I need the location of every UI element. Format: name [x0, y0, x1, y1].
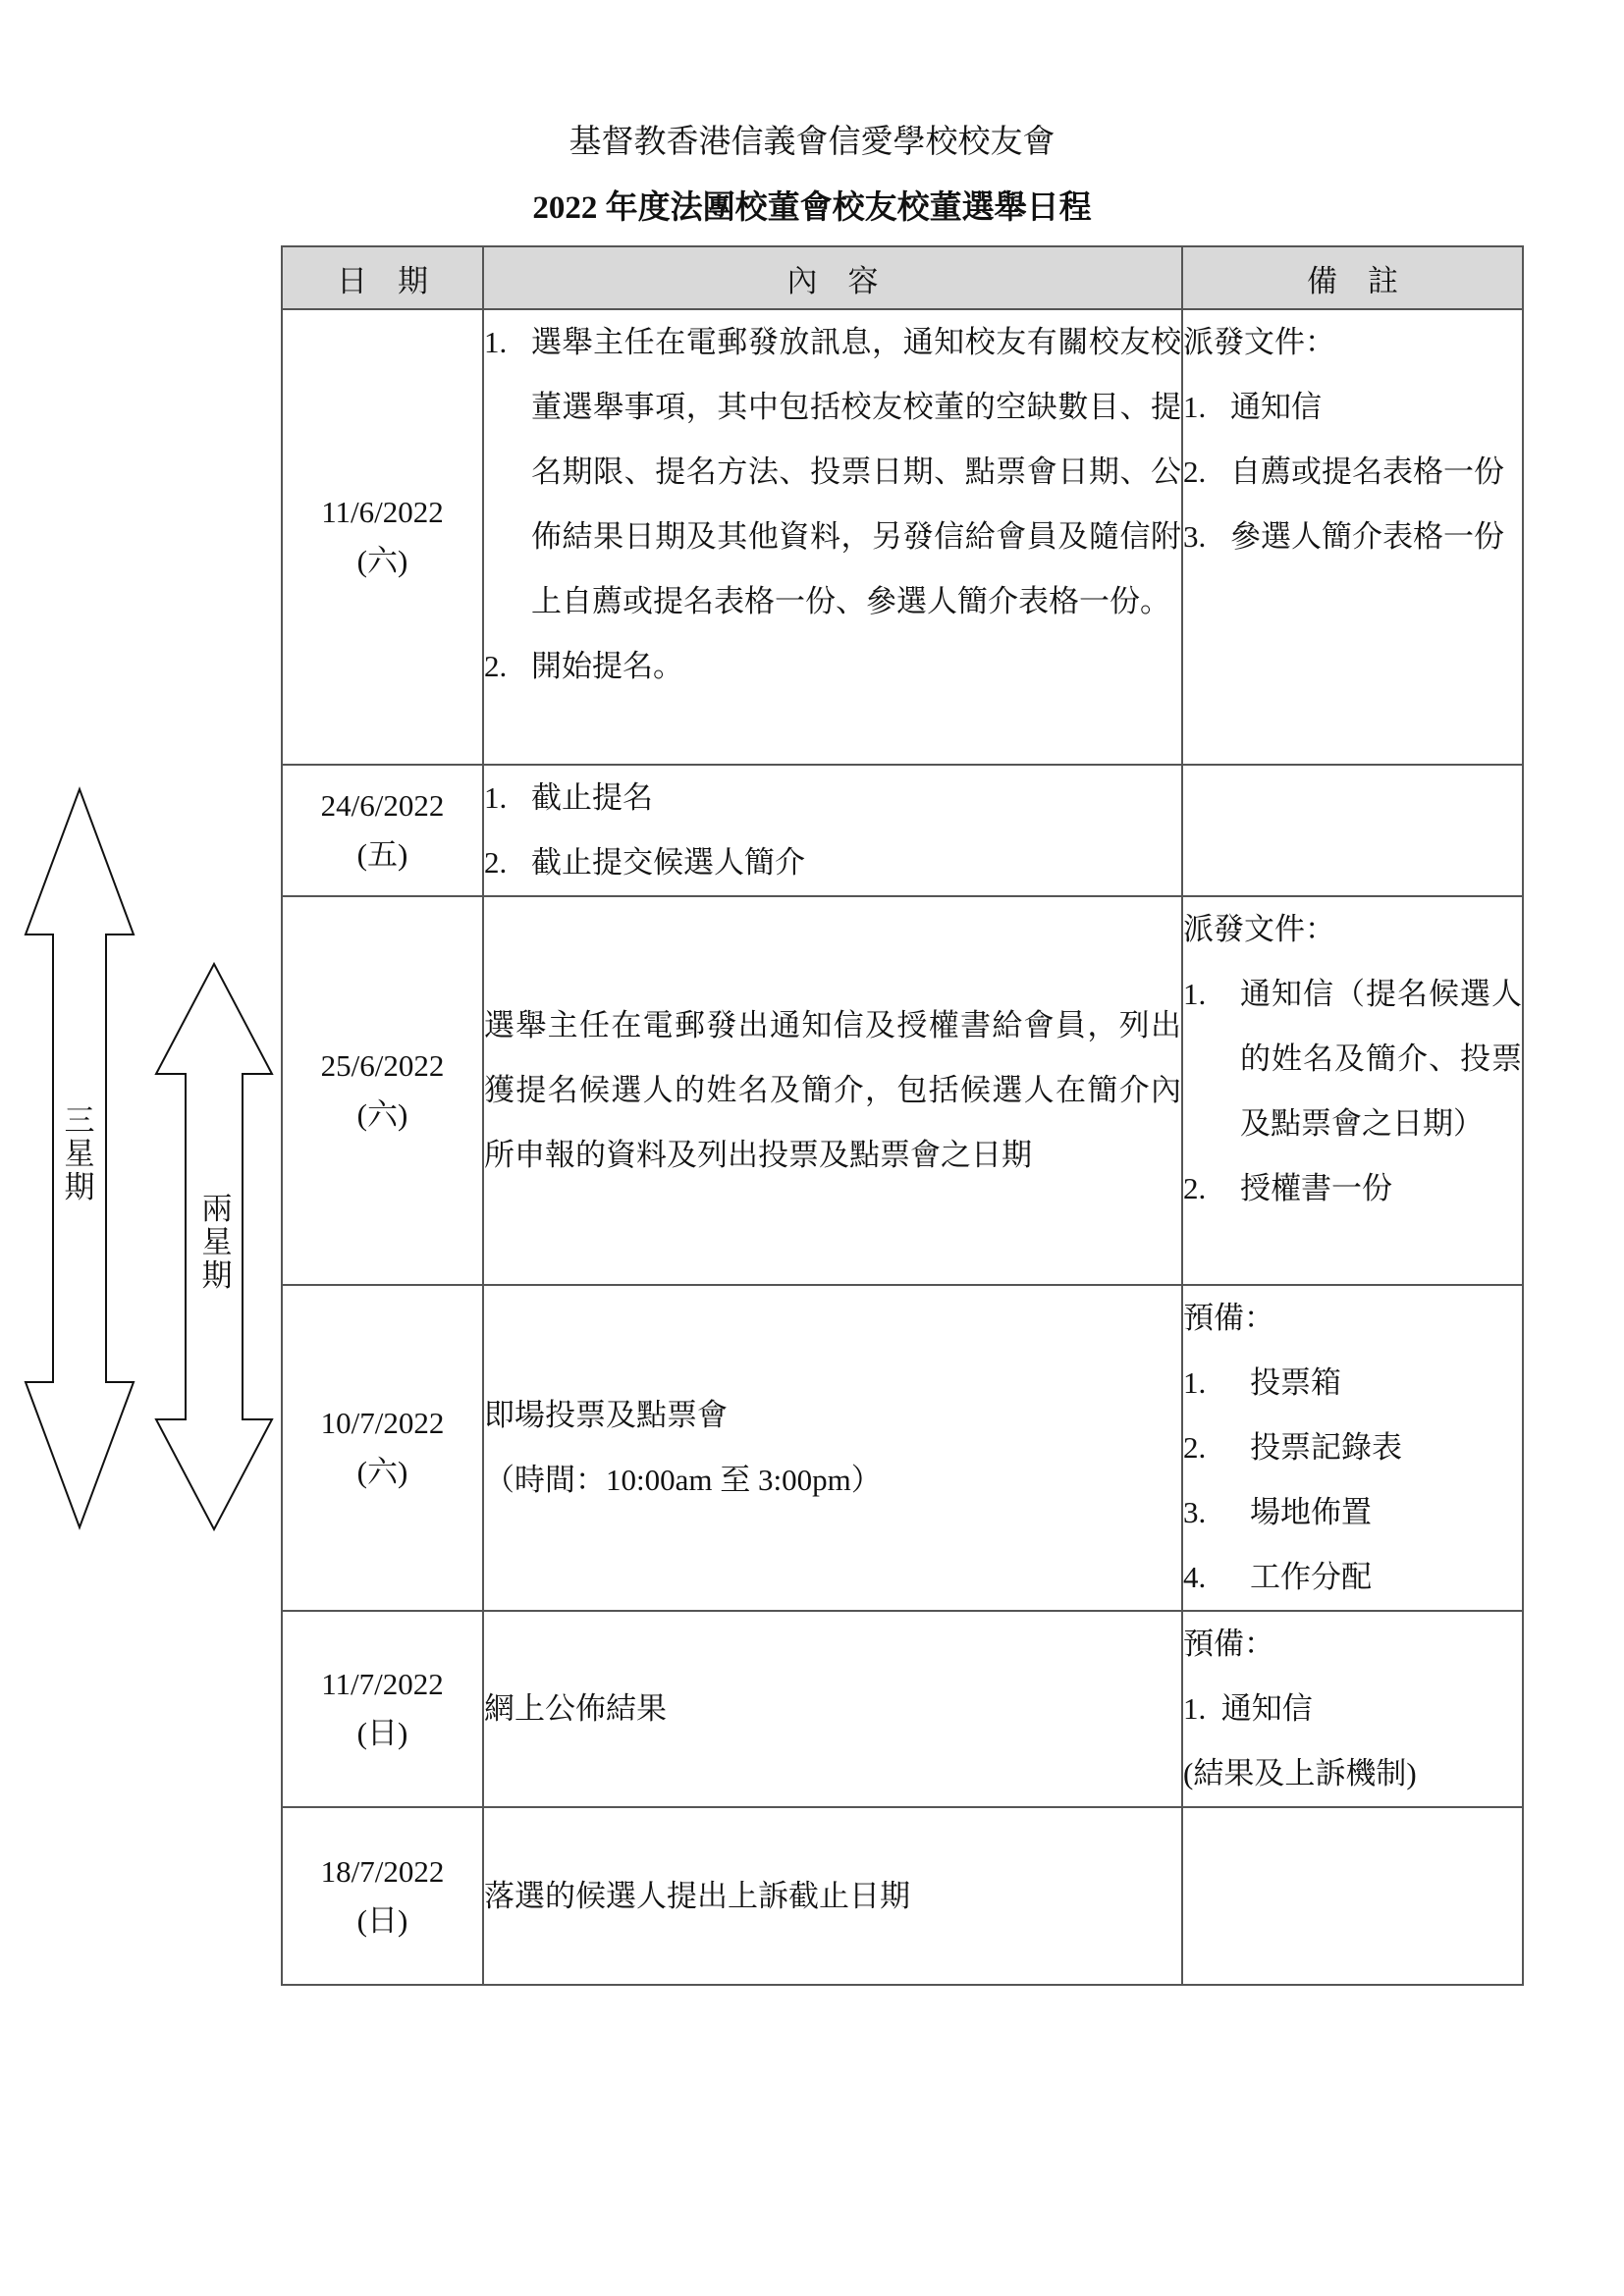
table-row — [282, 765, 1523, 896]
list-item: 1. 選舉主任在電郵發放訊息，通知校友有關校友校董選舉事項，其中包括校友校董的空缺數目、提名期限、提名方法、投票日期、點票會日期、公佈結果日期及其他資料，另發信給會員及隨信附上自薦或提名表格一份、參選人簡介表格一份。 — [484, 325, 1181, 618]
remarks-cell — [1182, 1285, 1523, 1611]
content-cell: 網上公佈結果 — [483, 1611, 1182, 1807]
content-cell: 選舉主任在電郵發出通知信及授權書給會員，列出獲提名候選人的姓名及簡介，包括候選人在簡介內所申報的資料及列出投票及點票會之日期 — [483, 896, 1182, 1285]
date-cell — [282, 1611, 483, 1807]
list-item: 2. 自薦或提名表格一份 — [1183, 454, 1504, 489]
weekday-text: (五) — [356, 837, 408, 872]
remarks-cell — [1182, 765, 1523, 896]
date-text: 18/7/2022 — [320, 1853, 445, 1889]
content-line: 即場投票及點票會 — [484, 1398, 728, 1432]
date-cell — [282, 765, 483, 896]
table-row — [282, 309, 1523, 765]
content-line: （時間：10:00am 至 3:00pm） — [484, 1463, 882, 1497]
list-item: 1. 通知信（提名候選人的姓名及簡介、投票及點票會之日期） — [1183, 977, 1522, 1141]
column-header-date: 日 期 — [282, 246, 483, 309]
date-text: 25/6/2022 — [320, 1048, 445, 1083]
date-cell — [282, 1285, 483, 1611]
remarks-heading: 預備： — [1183, 1301, 1274, 1335]
remarks-heading: 預備： — [1183, 1627, 1274, 1661]
weekday-text: (日) — [356, 1902, 408, 1938]
table-row — [282, 1285, 1523, 1611]
list-item: 1. 投票箱 — [1183, 1365, 1341, 1400]
remarks-cell — [1182, 896, 1523, 1285]
date-text: 11/7/2022 — [321, 1667, 444, 1701]
remarks-heading: 派發文件： — [1183, 325, 1335, 359]
schedule-table — [281, 245, 1524, 1986]
two-weeks-label: 兩星期 — [201, 1192, 233, 1294]
list-item: 3. 參選人簡介表格一份 — [1183, 519, 1504, 554]
date-cell — [282, 309, 483, 765]
remarks-cell — [1182, 1611, 1523, 1807]
table-row — [282, 1611, 1523, 1807]
remarks-heading: 派發文件： — [1183, 912, 1335, 946]
document-subtitle: 2022 年度法團校董會校友校董選舉日程 — [532, 190, 1092, 226]
date-text: 11/6/2022 — [321, 495, 444, 529]
list-item: 4. 工作分配 — [1183, 1560, 1372, 1594]
content-cell: 落選的候選人提出上訴截止日期 — [483, 1807, 1182, 1985]
weekday-text: (六) — [356, 544, 408, 578]
list-item: 2. 投票記錄表 — [1183, 1430, 1402, 1465]
remarks-cell — [1182, 309, 1523, 765]
list-item: 3. 場地佈置 — [1183, 1495, 1372, 1529]
list-item: 1. 截止提名 — [484, 780, 653, 815]
list-item: 2. 開始提名。 — [484, 649, 683, 683]
column-header-remarks: 備 註 — [1182, 246, 1523, 309]
weekday-text: (日) — [356, 1716, 408, 1750]
list-item: 2. 截止提交候選人簡介 — [484, 845, 805, 880]
remarks-cell — [1182, 1807, 1523, 1985]
content-cell — [483, 1285, 1182, 1611]
date-cell — [282, 1807, 483, 1985]
document-title: 基督教香港信義會信愛學校校友會 — [568, 125, 1056, 160]
list-item: 1. 通知信 — [1183, 390, 1322, 424]
weekday-text: (六) — [356, 1097, 408, 1132]
column-header-content: 內 容 — [483, 246, 1182, 309]
table-row — [282, 1807, 1523, 1985]
date-text: 10/7/2022 — [320, 1406, 445, 1440]
three-weeks-label: 三星期 — [64, 1103, 95, 1205]
remarks-line: (結果及上訴機制) — [1183, 1756, 1417, 1790]
date-text: 24/6/2022 — [320, 788, 445, 823]
content-cell — [483, 765, 1182, 896]
table-row — [282, 896, 1523, 1285]
list-item: 2. 授權書一份 — [1183, 1171, 1392, 1205]
date-cell — [282, 896, 483, 1285]
table-header-row — [282, 246, 1523, 309]
remarks-line: 1. 通知信 — [1183, 1691, 1313, 1726]
weekday-text: (六) — [356, 1455, 408, 1489]
content-cell — [483, 309, 1182, 765]
